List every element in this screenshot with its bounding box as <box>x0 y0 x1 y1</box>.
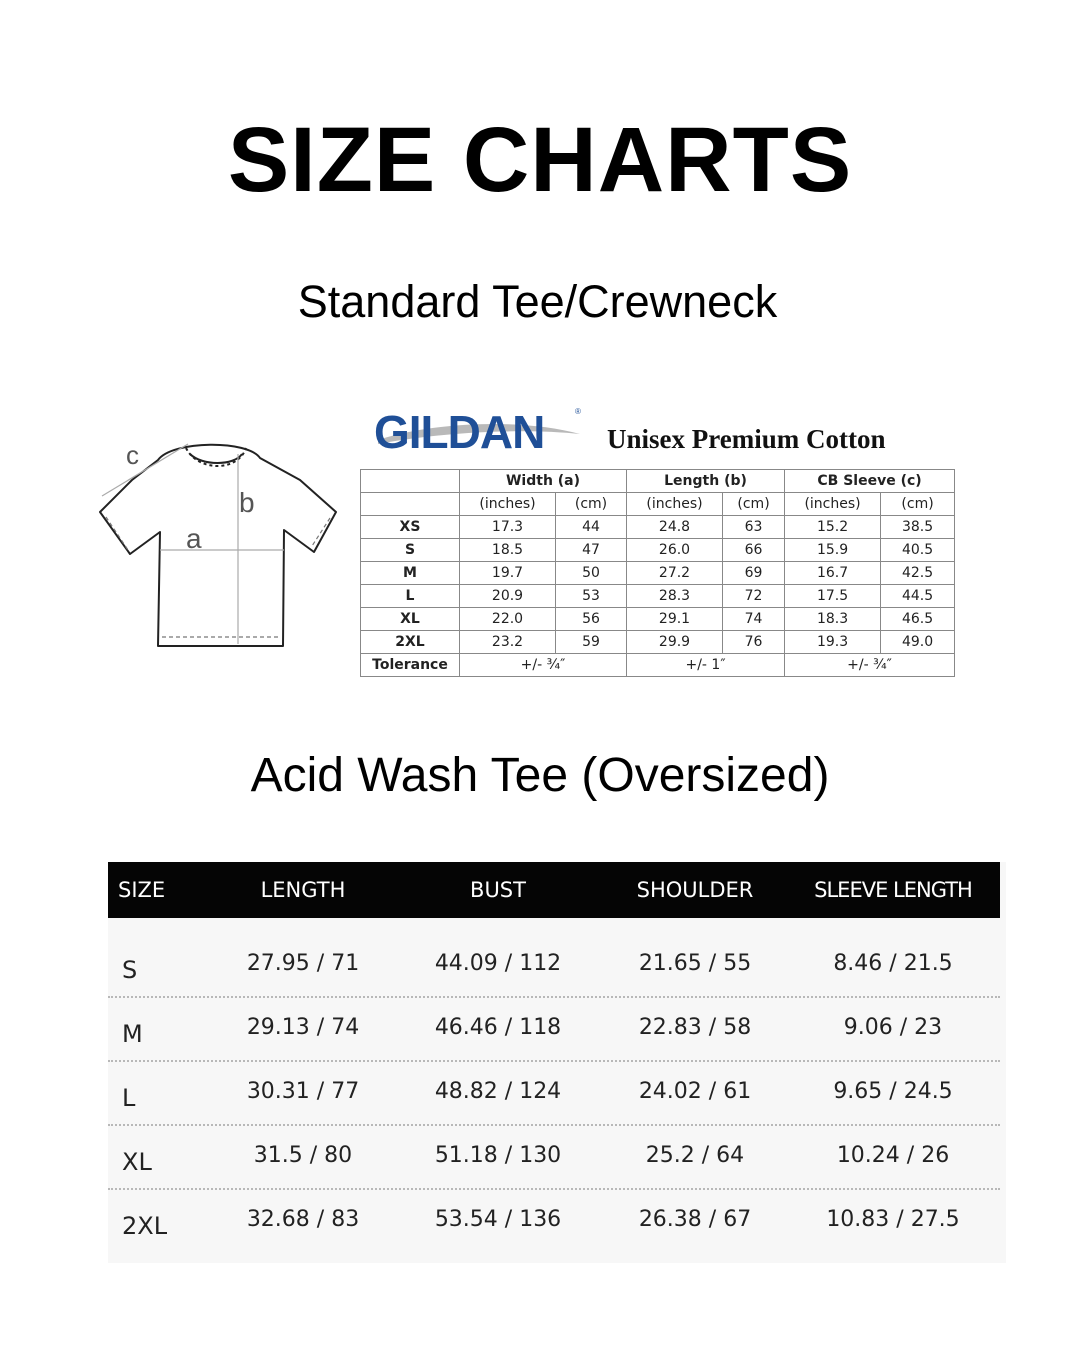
value-cell: 18.5 <box>460 539 556 562</box>
value-cell: 29.9 <box>627 631 723 654</box>
value-cell: 22.0 <box>460 608 556 631</box>
acid-wash-heading: Acid Wash Tee (Oversized) <box>250 749 830 802</box>
acid-wash-size-table <box>108 862 1006 1263</box>
value-cell: 56 <box>556 608 627 631</box>
acid-header-row <box>108 862 1000 918</box>
value-cell: 66 <box>723 539 785 562</box>
value-cell: 29.1 <box>627 608 723 631</box>
size-cell: L <box>361 585 460 608</box>
value-cell: 16.7 <box>785 562 881 585</box>
size-cell: M <box>122 1020 143 1048</box>
col-header-bust: BUST <box>470 878 526 902</box>
diagram-label-a: a <box>186 523 202 554</box>
table-row <box>108 1188 1000 1252</box>
gildan-tagline: Unisex Premium Cotton <box>607 424 886 454</box>
gildan-logo <box>372 404 587 458</box>
value-cell: 59 <box>556 631 627 654</box>
value-cell: 44.5 <box>881 585 955 608</box>
value-cell: 22.83 / 58 <box>638 1015 752 1040</box>
value-cell: 72 <box>723 585 785 608</box>
value-cell: 53.54 / 136 <box>434 1207 562 1232</box>
size-cell: S <box>122 956 138 984</box>
unit-header: (cm) <box>723 493 785 516</box>
value-cell: 15.2 <box>785 516 881 539</box>
value-cell: 29.13 / 74 <box>246 1015 360 1040</box>
size-cell: 2XL <box>122 1212 168 1240</box>
size-cell: XS <box>361 516 460 539</box>
gildan-group-header: Width (a) <box>460 470 627 493</box>
value-cell: 20.9 <box>460 585 556 608</box>
value-cell: 10.83 / 27.5 <box>826 1207 960 1232</box>
tshirt-diagram <box>88 432 343 662</box>
unit-header: (cm) <box>556 493 627 516</box>
value-cell: 46.46 / 118 <box>434 1015 562 1040</box>
value-cell: 8.46 / 21.5 <box>833 951 953 976</box>
value-cell: 21.65 / 55 <box>638 951 752 976</box>
tolerance-label: Tolerance <box>361 654 460 677</box>
table-row <box>361 539 955 562</box>
value-cell: 10.24 / 26 <box>836 1143 950 1168</box>
value-cell: 47 <box>556 539 627 562</box>
size-cell: M <box>361 562 460 585</box>
value-cell: 42.5 <box>881 562 955 585</box>
value-cell: 27.95 / 71 <box>246 951 360 976</box>
tolerance-value: +/- ¾″ <box>460 654 627 677</box>
size-cell: XL <box>361 608 460 631</box>
gildan-group-header: CB Sleeve (c) <box>785 470 955 493</box>
table-row <box>361 562 955 585</box>
table-row <box>108 932 1000 998</box>
table-row <box>361 516 955 539</box>
gildan-corner-cell <box>361 493 460 516</box>
value-cell: 32.68 / 83 <box>246 1207 360 1232</box>
value-cell: 30.31 / 77 <box>246 1079 360 1104</box>
registered-mark: ® <box>575 407 581 416</box>
value-cell: 23.2 <box>460 631 556 654</box>
standard-tee-heading-text: Standard Tee/Crewneck <box>297 276 778 327</box>
value-cell: 46.5 <box>881 608 955 631</box>
value-cell: 18.3 <box>785 608 881 631</box>
size-cell: S <box>361 539 460 562</box>
value-cell: 53 <box>556 585 627 608</box>
value-cell: 17.5 <box>785 585 881 608</box>
col-header-length: LENGTH <box>260 878 346 902</box>
value-cell: 9.06 / 23 <box>843 1015 943 1040</box>
table-row <box>108 996 1000 1062</box>
gildan-group-header: Length (b) <box>627 470 785 493</box>
value-cell: 15.9 <box>785 539 881 562</box>
value-cell: 50 <box>556 562 627 585</box>
value-cell: 19.7 <box>460 562 556 585</box>
value-cell: 26.38 / 67 <box>638 1207 752 1232</box>
value-cell: 9.65 / 24.5 <box>833 1079 953 1104</box>
table-row <box>108 1060 1000 1126</box>
col-header-sleeve-length: SLEEVE LENGTH <box>814 878 972 902</box>
tolerance-value: +/- ¾″ <box>785 654 955 677</box>
size-cell: 2XL <box>361 631 460 654</box>
value-cell: 74 <box>723 608 785 631</box>
unit-header: (inches) <box>460 493 556 516</box>
value-cell: 31.5 / 80 <box>253 1143 353 1168</box>
tolerance-row <box>361 654 955 677</box>
value-cell: 44 <box>556 516 627 539</box>
table-row <box>361 585 955 608</box>
col-header-shoulder: SHOULDER <box>636 878 754 902</box>
value-cell: 51.18 / 130 <box>434 1143 562 1168</box>
gildan-logo-text: GILDAN <box>374 406 545 458</box>
value-cell: 24.8 <box>627 516 723 539</box>
unit-header: (inches) <box>627 493 723 516</box>
gildan-size-table <box>360 469 955 677</box>
value-cell: 27.2 <box>627 562 723 585</box>
value-cell: 76 <box>723 631 785 654</box>
gildan-units-row <box>361 493 955 516</box>
value-cell: 48.82 / 124 <box>434 1079 562 1104</box>
diagram-label-c: c <box>126 440 139 470</box>
value-cell: 49.0 <box>881 631 955 654</box>
value-cell: 63 <box>723 516 785 539</box>
table-row <box>361 608 955 631</box>
value-cell: 26.0 <box>627 539 723 562</box>
col-header-size: SIZE <box>118 878 166 902</box>
gildan-corner-cell <box>361 470 460 493</box>
unit-header: (cm) <box>881 493 955 516</box>
page-title: SIZE CHARTS <box>227 109 853 211</box>
table-row <box>108 1124 1000 1190</box>
size-cell: XL <box>122 1148 152 1176</box>
tolerance-value: +/- 1″ <box>627 654 785 677</box>
value-cell: 25.2 / 64 <box>645 1143 745 1168</box>
value-cell: 38.5 <box>881 516 955 539</box>
diagram-label-b: b <box>239 487 255 518</box>
value-cell: 44.09 / 112 <box>434 951 562 976</box>
standard-tee-heading <box>0 276 1080 328</box>
unit-header: (inches) <box>785 493 881 516</box>
value-cell: 24.02 / 61 <box>638 1079 752 1104</box>
value-cell: 40.5 <box>881 539 955 562</box>
value-cell: 19.3 <box>785 631 881 654</box>
value-cell: 17.3 <box>460 516 556 539</box>
value-cell: 69 <box>723 562 785 585</box>
table-row <box>361 631 955 654</box>
size-cell: L <box>122 1084 136 1112</box>
gildan-group-row <box>361 470 955 493</box>
value-cell: 28.3 <box>627 585 723 608</box>
